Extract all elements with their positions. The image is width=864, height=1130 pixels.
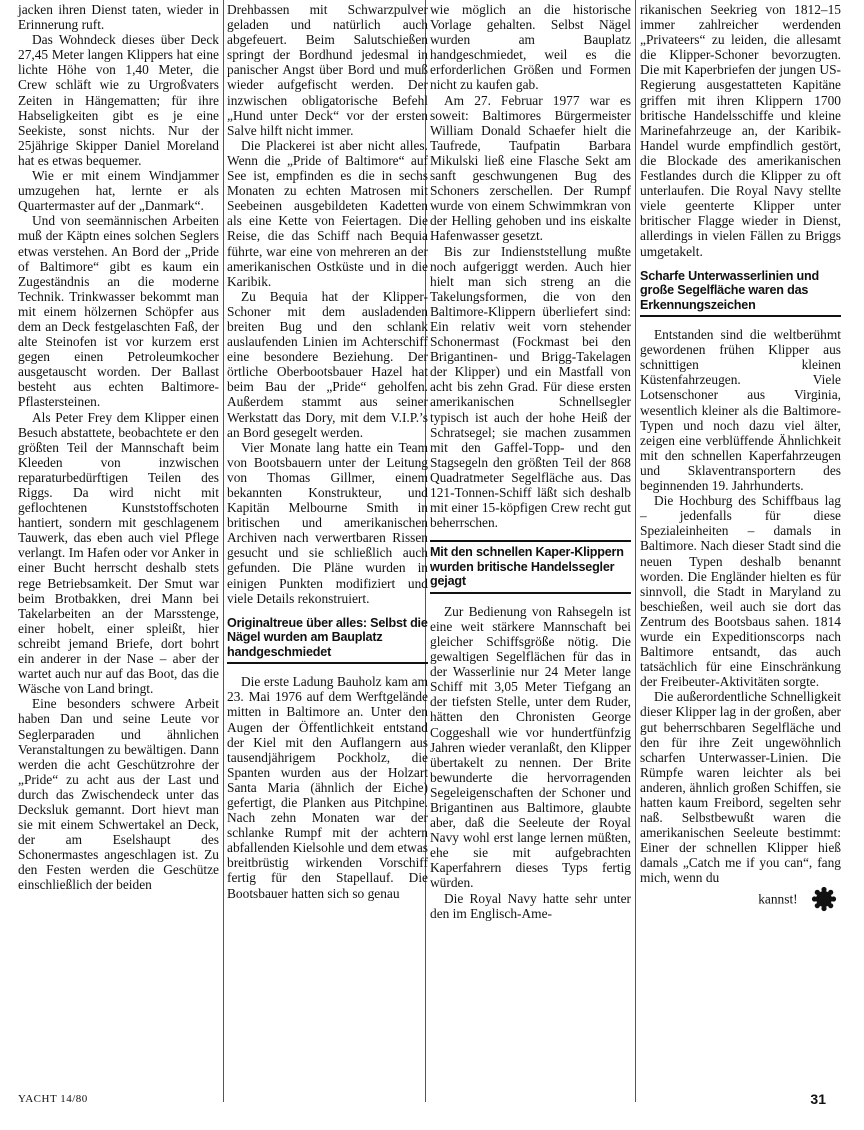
paragraph: Zur Bedienung von Rahsegeln ist eine weit stärkere Mannschaft bei gleicher Schiffsgröße nötig. Die gewaltigen Segelflächen für das in der Wasserlinie nur 24 Meter lange Schiff mit 3,05 Meter Tiefgang an der tiefsten Stelle, unter dem Ruder, hätten den Chronisten George Coggeshall wie vor hundertfünfzig Jahren wieder veranlaßt, den Klipper übertakelt zu nennen. Der Brite bewunderte die hervorragenden Segeleigenschaften der Schoner und Brigantinen aus Baltimore, glaubte aber, daß die Seeleute der Royal Navy wohl erst lange lernen müßten, ehe sie mit aufgebrachten Kaperfahrern dieses Typs fertig würden. xyxy=(430,603,631,891)
paragraph: Die außerordentliche Schnelligkeit dieser Klipper lag in der großen, aber gut beherrschbaren Segelfläche und den für ihre Zeit ungewöhnlich scharfen Unterwasser-Linien. Die Rümpfe waren leichter als bei anderen, ähnlich großen Schiffen, sie hatten kaum Freibord, segelten sehr naß. Selbstbewußt waren die amerikanischen Seeleute bestimmt: Einer der schnellen Klipper hieß damals „Catch me if you can“, fang mich, wenn du xyxy=(640,689,841,886)
paragraph: Zu Bequia hat der Klipper-Schoner mit dem ausladenden breiten Bug und den schlank auslaufenden Linien im Achterschiff eine besondere Beziehung. Der örtliche Oberbootsbauer Hazel hat beim Bau der „Pride“ geholfen. Außerdem stammt aus seiner Werkstatt das Dory, mit dem V.I.P.’s an Bord gesegelt werden. xyxy=(227,288,428,440)
article-end-row xyxy=(640,886,841,915)
section-heading: Originaltreue über alles: Selbst die Nägel wurden am Bauplatz handgeschmiedet xyxy=(227,616,428,665)
paragraph: Die erste Ladung Bauholz kam am 23. Mai 1976 auf dem Werftgelände mitten in Baltimore an. Unter den Augen der Öffentlichkeit entstand der Kiel mit den Auflangern aus tausendjährigem Pockholz, die Spanten wurden aus der Holzart Santa Maria (ähnlich der Eiche) gefertigt, die Planken aus Pitchpine. Nach zehn Monaten war der schlanke Rumpf mit der achtern abfallenden Kielsohle und dem etwas breitbrüstig wirkenden Vorschiff fertig für den Stapellauf. Die Bootsbauer hatten sich so genau xyxy=(227,674,428,901)
page-number: 31 xyxy=(810,1091,826,1107)
paragraph: Die Royal Navy hatte sehr unter den im Englisch-Ame- xyxy=(430,890,631,921)
column-3 xyxy=(430,2,631,921)
magazine-issue: YACHT 14/80 xyxy=(18,1093,88,1105)
paragraph: Entstanden sind die weltberühmt gewordenen frühen Klipper aus schnittigen kleinen Küstenfahrzeugen. Viele Lotsenschoner aus Virginia, wesentlich kleiner als die Baltimore-Typen und noch dazu viel älter, zeigen eine verblüffende Ähnlichkeit mit den schnellen Kaperfahrzeugen und Sklaventransportern des beginnenden 19. Jahrhunderts. xyxy=(640,327,841,494)
paragraph: Die Hochburg des Schiffbaus lag – jedenfalls für diese Spezialeinheiten – damals in Baltimore. Nach dieser Stadt sind die neuen Typen deshalb benannt worden. Die Engländer hielten es für sinnvoll, die Stadt in Maryland zu beschießen, weil auch sie dort das Zentrum des Bootsbaus sahen. 1814 wurde ein Expeditionscorps nach Baltimore entsandt, das auch tatsächlich für eine Einschränkung der Freibeuter-Aktivitäten sorgte. xyxy=(640,493,841,690)
paragraph: Als Peter Frey dem Klipper einen Besuch abstattete, beobachtete er den größten Teil der Mannschaft beim Kleeden von inzwischen reparaturbedürftigen Teilen des Riggs. Da wird nicht mit geflochtenen Kunststoffschoten hantiert, sondern mit geschlagenem Tauwerk, das eben auch viel Pflege verlangt. Im Hafen oder vor Anker in einer Bucht herrscht deshalb stets rege Betriebsamkeit. Der Smut war beim Brotbakken, drei Mann bei Takelarbeiten an der Marsstenge, einer hobelt, einer spleißt, hier schreibt jemand Briefe, dort bohrt ein anderer in der Nase – aber der wartet auch nur auf das Boot, das die Wäsche von Land bringt. xyxy=(18,409,219,697)
paragraph: rikanischen Seekrieg von 1812–15 immer zahlreicher werdenden „Privateers“ zu leiden, die allesamt die Klipper-Schoner bevorzugten. Die mit Kaperbriefen der jungen US-Regierung ausgestatteten Kapitäne griffen mit ihren Klippern 1700 britische Handelsschiffe und kleine Marinefahrzeuge an, der Karibik-Handel wurde empfindlich gestört, die Blockade des amerikanischen Festlandes durch die Klipper zu oft unterlaufen. Die Royal Navy stellte viele geenterte Klipper unter britischer Flagge wieder in Dienst, allerdings in vielen Fällen zu Briggs umgetakelt. xyxy=(640,2,841,259)
column-2 xyxy=(227,2,428,901)
paragraph: Vier Monate lang hatte ein Team von Bootsbauern unter der Leitung von Thomas Gillmer, einem bekannten Konstrukteur, und Kapitän Melbourne Smith in britischen und amerikanischen Archiven nach verwertbaren Rissen gesucht und sie schließlich auch gefunden. Die Pläne wurden in einigen Punkten modifiziert und viele Details rekonstruiert. xyxy=(227,439,428,606)
paragraph: Und von seemännischen Arbeiten muß der Käptn eines solchen Seglers etwas verstehen. An Bord der „Pride of Baltimore“ gibt es kaum ein Zugeständnis an die moderne Technik. Trinkwasser bekommt man mit einem hölzernen Schöpfer aus dem an Deck festgelaschten Faß, der alte Steinofen ist vor kurzem erst gegen einen Petroleumkocher ausgetauscht worden. Der Ballast besteht aus echten Baltimore-Pflastersteinen. xyxy=(18,213,219,410)
paragraph: wie möglich an die historische Vorlage gehalten. Selbst Nägel wurden am Bauplatz handgeschmiedet, weil es die erforderlichen Größen und Formen nicht zu kaufen gab. xyxy=(430,2,631,93)
section-heading: Mit den schnellen Kaper-Klippern wurden britische Handelssegler gejagt xyxy=(430,540,631,594)
section-heading: Scharfe Unterwasserlinien und große Segelfläche waren das Erkennungszeichen xyxy=(640,269,841,318)
paragraph: Das Wohndeck dieses über Deck 27,45 Meter langen Klippers hat eine lichte Höhe von 1,40 Meter, die Crew schläft wie zu Urgroßvaters Zeiten in Hängematten; für ihre Habseligkeiten gibt es je eine Seekiste, sonst nichts. Nur der 25jährige Skipper Daniel Moreland hat es etwas bequemer. xyxy=(18,32,219,168)
paragraph: Am 27. Februar 1977 war es soweit: Baltimores Bürgermeister William Donald Schaefer hielt die Taufrede, Taufpatin Barbara Mikulski ließ eine Flasche Sekt am sanft geschwungenen Bug des Schoners zerschellen. Der Rumpf wurde von einem Schwimmkran von der Helling gehoben und ins eiskalte Hafenwasser gesetzt. xyxy=(430,92,631,244)
column-rule-3 xyxy=(635,0,636,1102)
paragraph: Eine besonders schwere Arbeit haben Dan und seine Leute vor Seglerparaden und ähnlichen Veranstaltungen zu bewältigen. Dann werden die acht Geschützrohre der „Pride“ zu acht aus der Last und durch das Zwischendeck unter das Decksluk gemannt. Dort hievt man sie mit einem Schwertakel an Deck, der am Eselshaupt des Schonermastes angeschlagen ist. Zu den Festen werden die Geschütze einschließlich der beiden xyxy=(18,696,219,893)
paragraph: Wie er mit einem Windjammer umzugehen hat, lernte er als Quartermaster auf der „Danmark“. xyxy=(18,168,219,214)
column-4 xyxy=(640,2,841,915)
paragraph: Bis zur Indienststellung mußte noch aufgeriggt werden. Auch hier hielt man sich streng an die Takelungsformen, die von den Baltimore-Klippern überliefert sind: Ein relativ weit vorn stehender Schonermast (Fockmast bei den Brigantinen- und Brigg-Takelagen der Klipper) und ein Mastfall von acht bis zehn Grad. Für diese ersten amerikanischen Schnellsegler typisch ist auch der hohe Heiß der Schratsegel; sie machen zusammen mit den Gaffel-Topp- und den Stagsegeln den größten Teil der 868 Quadratmeter Segelfläche aus. Das 121-Tonnen-Schiff läßt sich deshalb mit einer 15-köpfigen Crew recht gut beherrschen. xyxy=(430,243,631,531)
column-rule-1 xyxy=(223,0,224,1102)
column-1 xyxy=(18,2,219,893)
article-closing-word: kannst! xyxy=(758,891,798,907)
paragraph: Drehbassen mit Schwarzpulver geladen und natürlich auch abgefeuert. Beim Salutschießen springt der Bordhund jedesmal in panischer Angst über Bord und muß wieder aufgefischt werden. Der inzwischen obligatorische Befehl „Hund unter Deck“ vor der ersten Salve hilft nicht immer. xyxy=(227,2,428,138)
paragraph: Die Plackerei ist aber nicht alles. Wenn die „Pride of Baltimore“ auf See ist, empfinden es die in sechs Monaten zu echten Matrosen mit Seebeinen ausgebildeten Kadetten als eine Kette von Feiertagen. Die Reise, die das Schiff nach Bequia führte, war eine von mehreren an der amerikanischen Ostküste und in die Karibik. xyxy=(227,137,428,289)
end-of-article-icon xyxy=(811,886,837,915)
paragraph: jacken ihren Dienst taten, wieder in Erinnerung ruft. xyxy=(18,2,219,33)
